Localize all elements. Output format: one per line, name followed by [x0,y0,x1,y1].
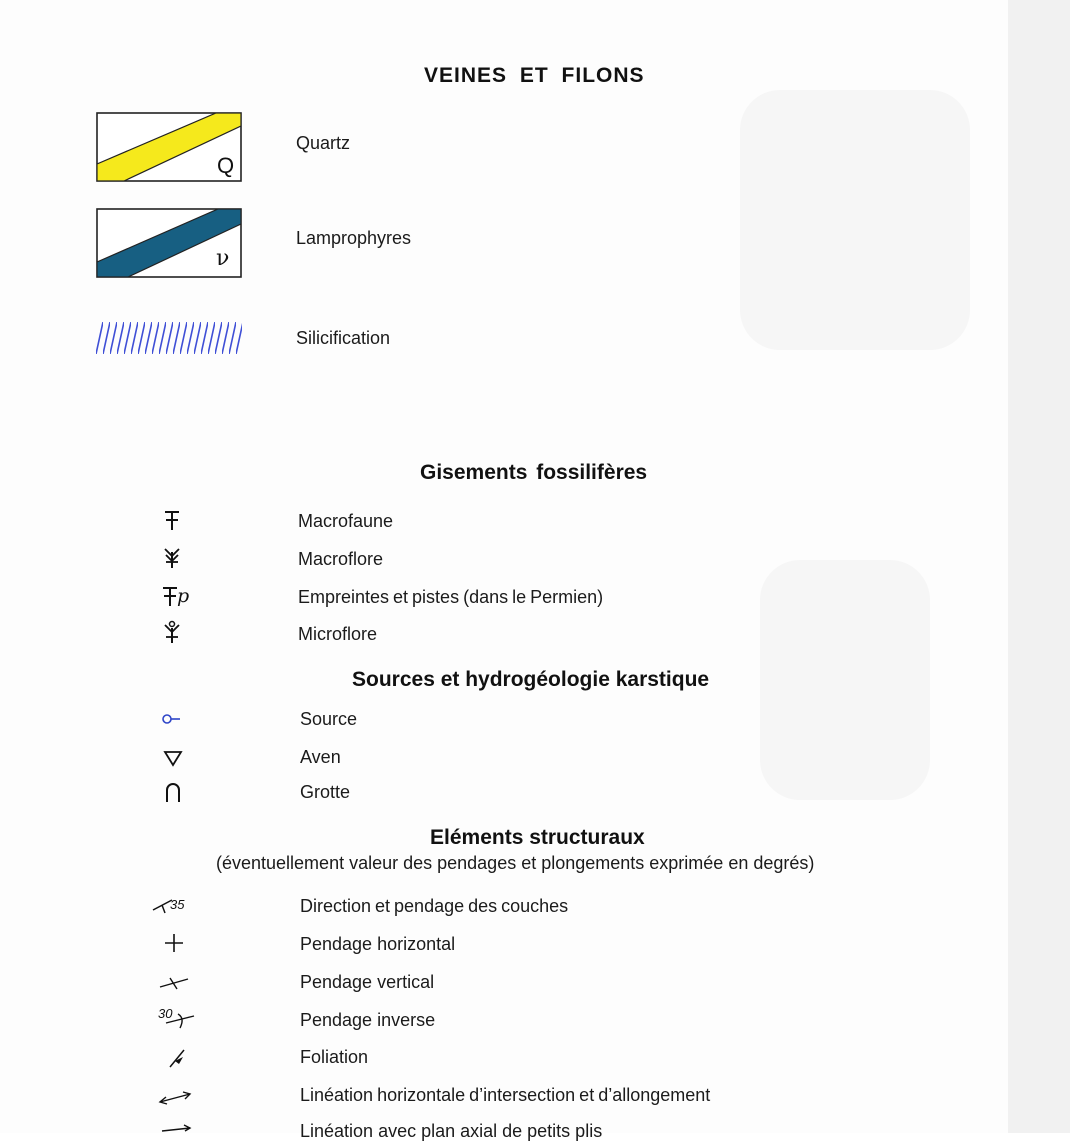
quartz-symbol: Q [217,153,235,178]
foliation-icon [165,1046,189,1070]
lineation-horizontale-icon [156,1088,196,1108]
direction-pendage-icon [150,894,192,918]
label-pendage-horizontal: Pendage horizontal [300,934,456,954]
source-icon [160,711,184,727]
pendage-vertical-icon [158,972,192,994]
paper-shading-lower [760,560,930,800]
label-aven: Aven [300,747,341,767]
label-macrofaune: Macrofaune [298,511,394,531]
label-lineation-horizontale: Linéation horizontale d’intersection et d’allongement [300,1085,711,1105]
section-title-structuraux: Eléments structuraux [430,826,645,849]
pendage-inverse-icon [158,1006,198,1030]
quartz-swatch [96,112,242,182]
section-subtitle-structuraux: (éventuellement valeur des pendages et plongements exprimée en degrés) [216,853,815,873]
aven-icon [162,748,184,768]
lamprophyres-symbol: ν [216,246,230,271]
empreintes-icon [160,584,194,608]
label-quartz: Quartz [296,133,351,153]
side-margin [1008,0,1070,1133]
lineation-plis-icon [156,1125,196,1139]
label-lineation-plis: Linéation avec plan axial de petits plis [300,1121,603,1141]
direction-pendage-value: 35 [170,897,185,912]
label-macroflore: Macroflore [298,549,384,569]
label-lamprophyres: Lamprophyres [296,228,412,248]
label-foliation: Foliation [300,1047,369,1067]
paper-shading [740,90,970,350]
label-empreintes: Empreintes et pistes (dans le Permien) [298,587,604,607]
macroflore-icon [162,546,182,570]
microflore-icon [162,620,182,646]
section-title-veines: VEINES ET FILONS [424,64,645,87]
macrofaune-icon [162,508,182,532]
lamprophyres-swatch [96,208,242,278]
grotte-icon [163,780,183,804]
silicification-swatch [96,322,242,354]
section-title-gisements: Gisements fossilifères [420,461,648,484]
label-microflore: Microflore [298,624,378,644]
pendage-inverse-value: 30 [158,1006,173,1021]
empreintes-symbol: p [177,585,190,607]
pendage-horizontal-icon [163,932,185,954]
label-pendage-inverse: Pendage inverse [300,1010,436,1030]
label-grotte: Grotte [300,782,351,802]
label-direction-pendage: Direction et pendage des couches [300,896,569,916]
label-pendage-vertical: Pendage vertical [300,972,435,992]
section-title-sources: Sources et hydrogéologie karstique [352,668,710,691]
label-silicification: Silicification [296,328,391,348]
label-source: Source [300,709,358,729]
